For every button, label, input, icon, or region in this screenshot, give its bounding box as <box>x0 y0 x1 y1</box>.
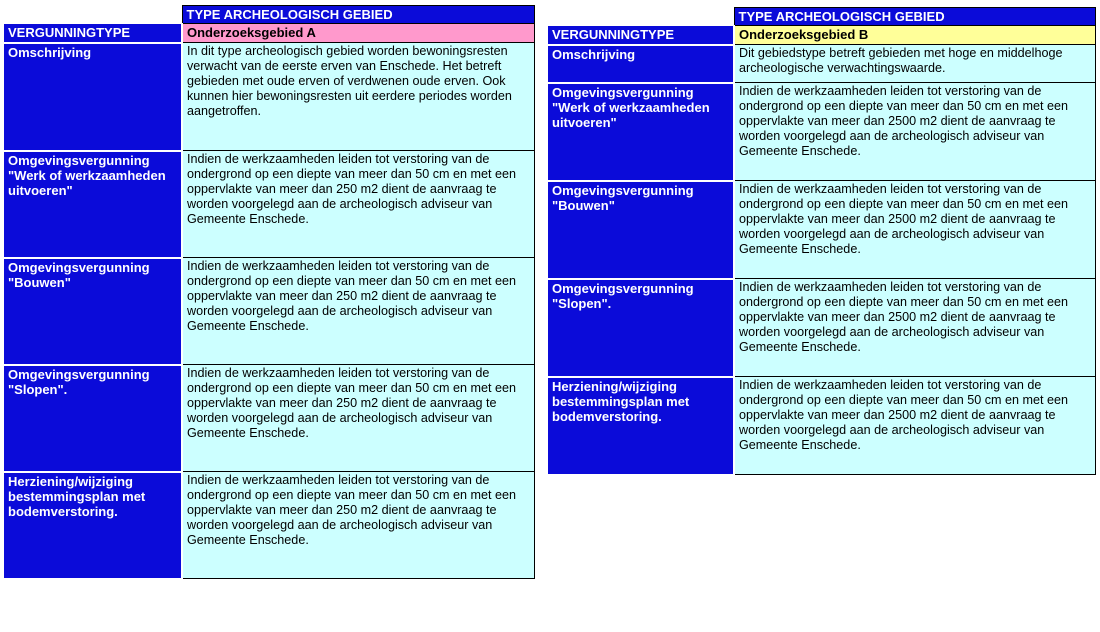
row-text-omschrijving: Dit gebiedstype betreft gebieden met hoge en middelhoge archeologische verwachtingswaarde. <box>734 45 1095 83</box>
permit-table-area-b <box>548 7 1096 476</box>
row-label-omschrijving: Omschrijving <box>4 43 182 151</box>
type-header: TYPE ARCHEOLOGISCH GEBIED <box>182 6 534 24</box>
row-text-slopen: Indien de werkzaamheden leiden tot verstoring van de ondergrond op een diepte van meer dan 50 cm en met een oppervlakte van meer dan 2500 m2 dient de aanvraag te worden voorgelegd aan de archeologisch adviseur van Gemeente Enschede. <box>734 279 1095 377</box>
permit-table-area-a <box>4 5 535 580</box>
row-label-herziening: Herziening/wijziging bestemmingsplan met bodemverstoring. <box>4 472 182 579</box>
row-text-werk: Indien de werkzaamheden leiden tot verstoring van de ondergrond op een diepte van meer dan 50 cm en met een oppervlakte van meer dan 250 m2 dient de aanvraag te worden voorgelegd aan de archeologisch adviseur van Gemeente Enschede. <box>182 151 534 258</box>
row-label-herziening: Herziening/wijziging bestemmingsplan met bodemverstoring. <box>548 377 734 475</box>
row-header-label: VERGUNNINGTYPE <box>548 26 734 45</box>
row-label-bouwen: Omgevingsvergunning "Bouwen" <box>548 181 734 279</box>
row-label-bouwen: Omgevingsvergunning "Bouwen" <box>4 258 182 365</box>
row-text-bouwen: Indien de werkzaamheden leiden tot verstoring van de ondergrond op een diepte van meer dan 50 cm en met een oppervlakte van meer dan 2500 m2 dient de aanvraag te worden voorgelegd aan de archeologisch adviseur van Gemeente Enschede. <box>734 181 1095 279</box>
row-label-slopen: Omgevingsvergunning "Slopen". <box>548 279 734 377</box>
row-label-omschrijving: Omschrijving <box>548 45 734 83</box>
corner-blank <box>548 8 734 26</box>
row-text-herziening: Indien de werkzaamheden leiden tot verstoring van de ondergrond op een diepte van meer dan 50 cm en met een oppervlakte van meer dan 2500 m2 dient de aanvraag te worden voorgelegd aan de archeologisch adviseur van Gemeente Enschede. <box>734 377 1095 475</box>
type-header: TYPE ARCHEOLOGISCH GEBIED <box>734 8 1095 26</box>
area-name-cell: Onderzoeksgebied B <box>734 26 1095 45</box>
row-label-werk: Omgevingsvergunning "Werk of werkzaamheden uitvoeren" <box>4 151 182 258</box>
row-text-slopen: Indien de werkzaamheden leiden tot verstoring van de ondergrond op een diepte van meer dan 50 cm en met een oppervlakte van meer dan 250 m2 dient de aanvraag te worden voorgelegd aan de archeologisch adviseur van Gemeente Enschede. <box>182 365 534 472</box>
row-text-herziening: Indien de werkzaamheden leiden tot verstoring van de ondergrond op een diepte van meer dan 50 cm en met een oppervlakte van meer dan 250 m2 dient de aanvraag te worden voorgelegd aan de archeologisch adviseur van Gemeente Enschede. <box>182 472 534 579</box>
row-text-werk: Indien de werkzaamheden leiden tot verstoring van de ondergrond op een diepte van meer dan 50 cm en met een oppervlakte van meer dan 2500 m2 dient de aanvraag te worden voorgelegd aan de archeologisch adviseur van Gemeente Enschede. <box>734 83 1095 181</box>
row-header-label: VERGUNNINGTYPE <box>4 24 182 43</box>
area-name-cell: Onderzoeksgebied A <box>182 24 534 43</box>
row-text-omschrijving: In dit type archeologisch gebied worden bewoningsresten verwacht van de eerste erven van Enschede. Het betreft gebieden met oude erven of verdwenen oude erven. Ook kunnen hier bewoningsresten uit eerdere periodes worden aangetroffen. <box>182 43 534 151</box>
row-text-bouwen: Indien de werkzaamheden leiden tot verstoring van de ondergrond op een diepte van meer dan 50 cm en met een oppervlakte van meer dan 250 m2 dient de aanvraag te worden voorgelegd aan de archeologisch adviseur van Gemeente Enschede. <box>182 258 534 365</box>
corner-blank <box>4 6 182 24</box>
row-label-slopen: Omgevingsvergunning "Slopen". <box>4 365 182 472</box>
row-label-werk: Omgevingsvergunning "Werk of werkzaamheden uitvoeren" <box>548 83 734 181</box>
